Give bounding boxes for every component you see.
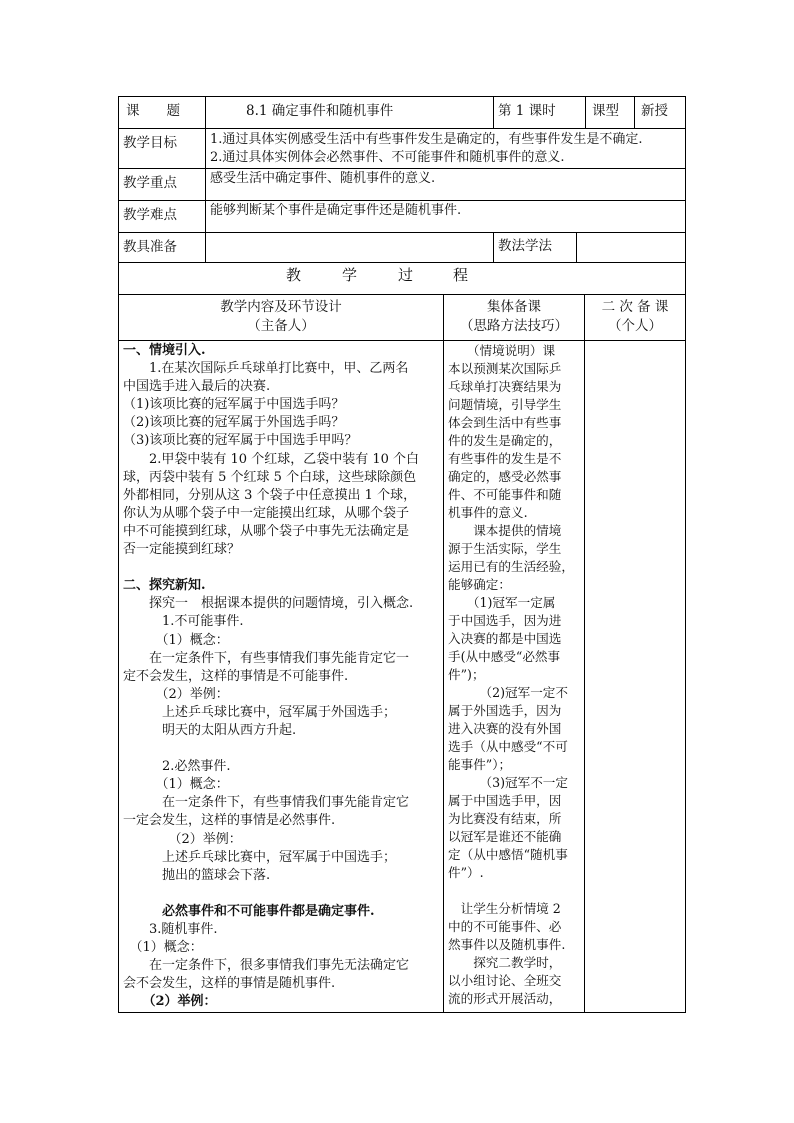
content-line [123,885,441,903]
collective-line: 本以预测某次国际乒 [448,361,562,376]
grid-line [118,1012,686,1013]
personal-notes[interactable] [586,342,684,1010]
collective-line: 探究二教学时， [448,955,562,970]
process-title-char: 教 [286,266,302,284]
collective-line: （1)冠军一定属 [448,595,556,610]
collective-line: 进入决赛的没有外国 [448,721,562,736]
content-line: （2)该项比赛的冠军属于外国选手吗？ [123,415,345,431]
content-line: 抛出的篮球会下落. [123,867,271,883]
process-title-char: 程 [453,266,469,284]
collective-line: 运用已有的生活经验， [448,559,574,574]
content-line: 上述乒乓球比赛中，冠军属于外国选手； [123,704,397,720]
lesson-type-label: 课型 [592,103,619,119]
key-text: 感受生活中确定事件、随机事件的意义. [210,171,436,186]
collective-line: 乓球单打决赛结果为 [448,379,562,394]
collective-line: 手(从中感受“必然事 [448,649,561,664]
content-line: （1)该项比赛的冠军属于中国选手吗？ [123,397,345,413]
grid-line [493,232,494,263]
collective-line: 能够确定： [448,577,511,592]
collective-line: 确定的，感受必然事 [448,469,562,484]
key-label: 教学重点 [123,175,177,191]
content-line [123,740,441,758]
grid-line [118,96,686,97]
difficulty-text: 能够判断某个事件是确定事件还是随机事件. [210,203,462,218]
content-line: 二、探究新知. [123,578,206,594]
collective-line: 问题情境，引导学生 [448,397,562,412]
collective-line: 体会到生活中有些事 [448,415,562,430]
collective-line: （3)冠军不一定 [448,775,568,790]
collective-line: 件”)； [448,667,485,682]
content-line: 2.必然事件. [123,759,231,775]
content-line: （2）举例： [123,994,217,1010]
content-line [123,559,441,577]
collective-line: 能事件”）； [448,757,512,772]
collective-line: 课本提供的情境 [448,523,562,538]
content-column-title: 教学内容及环节设计 [220,299,342,315]
grid-line [585,96,586,129]
grid-line [118,168,686,169]
collective-line: 件的发生是确定的， [448,433,562,448]
collective-notes [448,342,582,1008]
grid-line [118,200,686,201]
content-line: 1.在某次国际乒乓球单打比赛中，甲、乙两名 [123,361,409,377]
collective-line: （2)冠军一定不 [448,685,568,700]
content-line: 在一定条件下，有些事情我们事先能肯定它一 [123,650,410,666]
collective-line: 定（从中感悟“随机事 [448,847,568,862]
content-line: 会不会发生，这样的事情是随机事件. [123,976,336,992]
collective-line: 选手（从中感受“不可 [448,739,568,754]
grid-line [118,262,686,263]
collective-line: 以小组讨论、全班交 [448,973,562,988]
content-line: 必然事件和不可能事件都是确定事件. [123,903,375,919]
content-line: 1.不可能事件. [123,614,244,630]
collective-line: 让学生分析情境 2 [448,901,561,916]
content-line: 你认为从哪个袋子中一定能摸出红球，从哪个袋子 [123,505,410,521]
content-line: 一、情境引入. [123,343,206,358]
content-line: （3)该项比赛的冠军属于中国选手甲吗？ [123,433,358,449]
collective-line: 件、不可能事件和随 [448,487,562,502]
goal-line: 1.通过具体实例感受生活中有些事件发生是确定的，有些事件发生是不确定. [210,132,643,147]
content-line: （1）概念： [123,940,203,956]
method-label: 教法学法 [498,238,552,254]
collective-line: 件”）. [448,865,484,880]
personal-column-title: 二 次 备 课 [601,299,669,315]
content-line: 在一定条件下，很多事情我们事先无法确定它 [123,958,410,974]
content-line: 明天的太阳从西方升起. [123,722,297,738]
content-line: 球，丙袋中装有 5 个红球 5 个白球，这些球除颜色 [123,469,417,485]
session-count: 第 1 课时 [498,103,556,119]
goal-line: 2.通过具体实例体会必然事件、不可能事件和随机事件的意义. [210,150,565,165]
lesson-type-value: 新授 [641,103,668,119]
goals-label: 教学目标 [123,135,177,151]
process-title-char: 过 [398,266,414,284]
collective-line: 中的不可能事件、必 [448,919,562,934]
content-line: 探究一 根据课本提供的问题情境，引入概念. [123,596,414,612]
content-line: 一定会发生，这样的事情是必然事件. [123,813,336,829]
grid-line [205,96,206,263]
teaching-content [123,342,441,1011]
content-column-subtitle: （主备人） [247,318,315,334]
content-line: （2）举例： [123,686,229,702]
content-line: 中国选手进入最后的决赛. [123,379,271,395]
content-line: 2.甲袋中装有 10 个红球，乙袋中装有 10 个白 [123,451,420,467]
collective-line: 然事件以及随机事件. [448,937,566,952]
content-line: 否一定能摸到红球？ [123,542,241,558]
content-line: （1）概念： [123,632,229,648]
content-line: （2）举例： [123,831,242,847]
collective-line: 以冠军是谁还不能确 [448,829,562,844]
content-line: 3.随机事件. [123,922,218,937]
content-line: 在一定条件下，有些事情我们事先能肯定它 [123,795,410,811]
grid-line [634,96,635,129]
grid-line [118,128,686,129]
grid-line [443,294,444,1013]
grid-line [118,232,686,233]
tools-label: 教具准备 [123,239,177,255]
collective-line: 入决赛的都是中国选 [448,631,562,646]
collective-line: 源于生活实际，学生 [448,541,562,556]
content-line: 定不会发生，这样的事情是不可能事件. [123,668,349,684]
grid-line [118,96,119,1013]
grid-line [576,232,577,263]
course-title: 8.1 确定事件和随机事件 [246,103,394,119]
collective-line [448,882,582,900]
content-line: 上述乒乓球比赛中，冠军属于中国选手； [123,849,397,865]
grid-line [685,96,686,1013]
grid-line [493,96,494,129]
collective-line: 为比赛没有结束，所 [448,811,562,826]
personal-column-subtitle: （个人） [608,318,662,334]
grid-line [584,294,585,1013]
collective-line: 流的形式开展活动， [448,991,562,1006]
difficulty-label: 教学难点 [123,207,177,223]
grid-line [118,340,686,341]
collective-line: 机事件的意义. [448,505,528,520]
collective-line: 属于外国选手，因为 [448,703,562,718]
collective-column-title: 集体备课 [487,299,541,315]
collective-column-subtitle: （思路方法技巧） [460,318,568,334]
content-line: （1）概念： [123,777,229,793]
content-line: 中不可能摸到红球，从哪个袋子中事先无法确定是 [123,523,410,539]
content-line: 外都相同，分别从这 3 个袋子中任意摸出 1 个球， [123,487,417,503]
course-label: 课 题 [126,103,180,119]
collective-line: 属于中国选手甲，因 [448,793,562,808]
process-title-char: 学 [342,266,358,284]
collective-line: （情境说明）课 [448,343,556,358]
collective-line: 有些事件的发生是不 [448,451,562,466]
collective-line: 于中国选手，因为进 [448,613,562,628]
grid-line [118,294,686,295]
